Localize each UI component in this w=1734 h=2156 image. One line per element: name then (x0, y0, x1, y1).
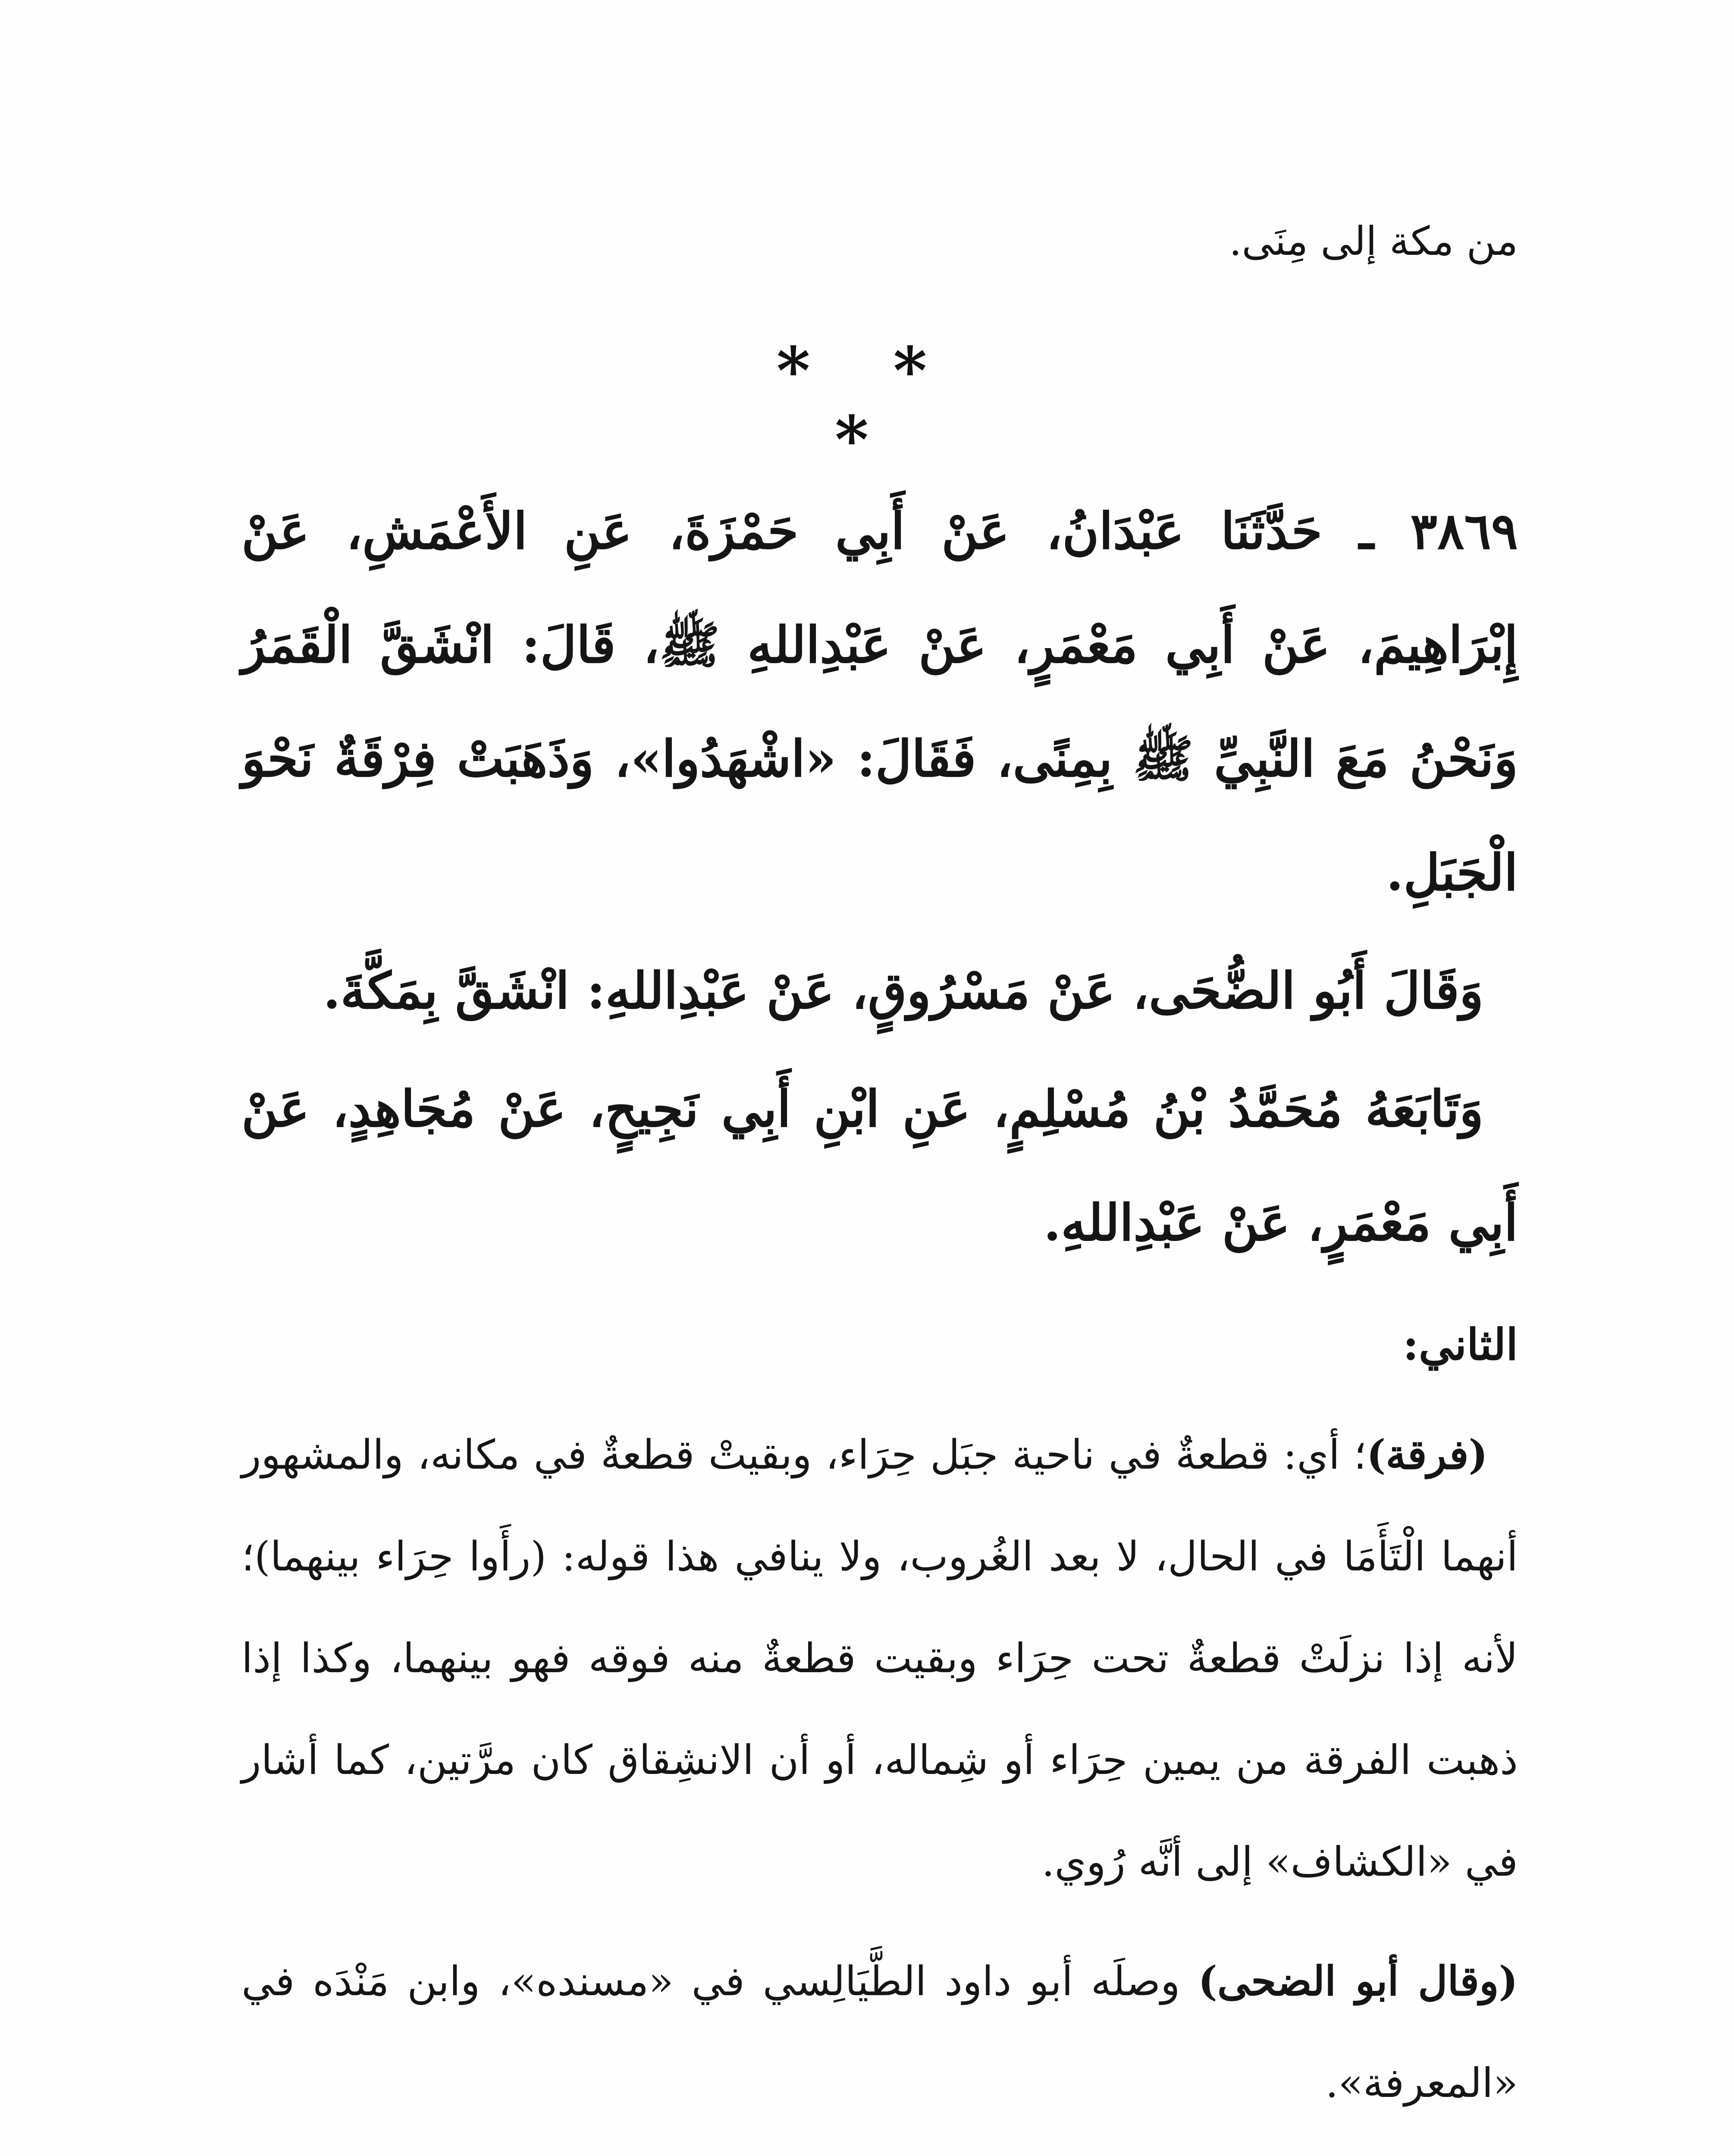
lemma-firqa: (فرقة) (1366, 1431, 1488, 1479)
hadith-paragraph-abu-duha: وَقَالَ أَبُو الضُّحَى، عَنْ مَسْرُوقٍ، عَنْ عَبْدِاللهِ: انْشَقَّ بِمَكَّةَ. (323, 962, 1483, 1020)
continuation-line: من مكة إلى مِنَى. (1229, 218, 1518, 264)
commentary-paragraph-abu-duha (241, 1930, 1518, 2134)
section-separator: * * * (776, 333, 957, 478)
hadith-text (241, 474, 1518, 1280)
hadith-paragraph-main: ٣٨٦٩ ـ حَدَّثَنَا عَبْدَانُ، عَنْ أَبِي حَمْزَةَ، عَنِ الأَعْمَشِ، عَنْ إِبْرَاهِيمَ، عَنْ أَبِي مَعْمَرٍ، عَنْ عَبْدِاللهِ ﷺ، قَالَ: انْشَقَّ الْقَمَرُ وَنَحْنُ مَعَ النَّبِيِّ ﷺ بِمِنًى، فَقَالَ: «اشْهَدُوا»، وَذَهَبَتْ فِرْقَةٌ نَحْوَ الْجَبَلِ. (241, 502, 1518, 902)
commentary-heading: الثاني: (1403, 1319, 1518, 1370)
commentary-text-firqa: ؛ أي: قطعةٌ في ناحية جبَل حِرَاء، وبقيتْ قطعةٌ في مكانه، والمشهور أنهما الْتَأَمَا في الحال، لا بعد الغُروب، ولا ينافي هذا قوله: (رأَوا حِرَاء بينهما)؛ لأنه إذا نزلَتْ قطعةٌ تحت حِرَاء وبقيت قطعةٌ منه فوقه فهو بينهما، وكذا إذا ذهبت الفرقة من يمين حِرَاء أو شِماله، أو أن الانشِقاق كان مرَّتين، كما أشار في «الكشاف» إلى أنَّه رُوي. (241, 1432, 1518, 1886)
hadith-paragraph-mutaba: وَتَابَعَهُ مُحَمَّدُ بْنُ مُسْلِمٍ، عَنِ ابْنِ أَبِي نَجِيحٍ، عَنْ مُجَاهِدٍ، عَنْ أَبِي مَعْمَرٍ، عَنْ عَبْدِاللهِ. (241, 1080, 1518, 1252)
commentary-paragraph-firqa (241, 1404, 1518, 1913)
commentary (241, 1294, 1518, 2134)
commentary-text-abu-duha: وصلَه أبو داود الطَّيَالِسي في «مسنده»، وابن مَنْدَه في «المعرفة». (241, 1958, 1518, 2107)
lemma-abu-duha: (وقال أبو الضحى) (1198, 1958, 1518, 2005)
